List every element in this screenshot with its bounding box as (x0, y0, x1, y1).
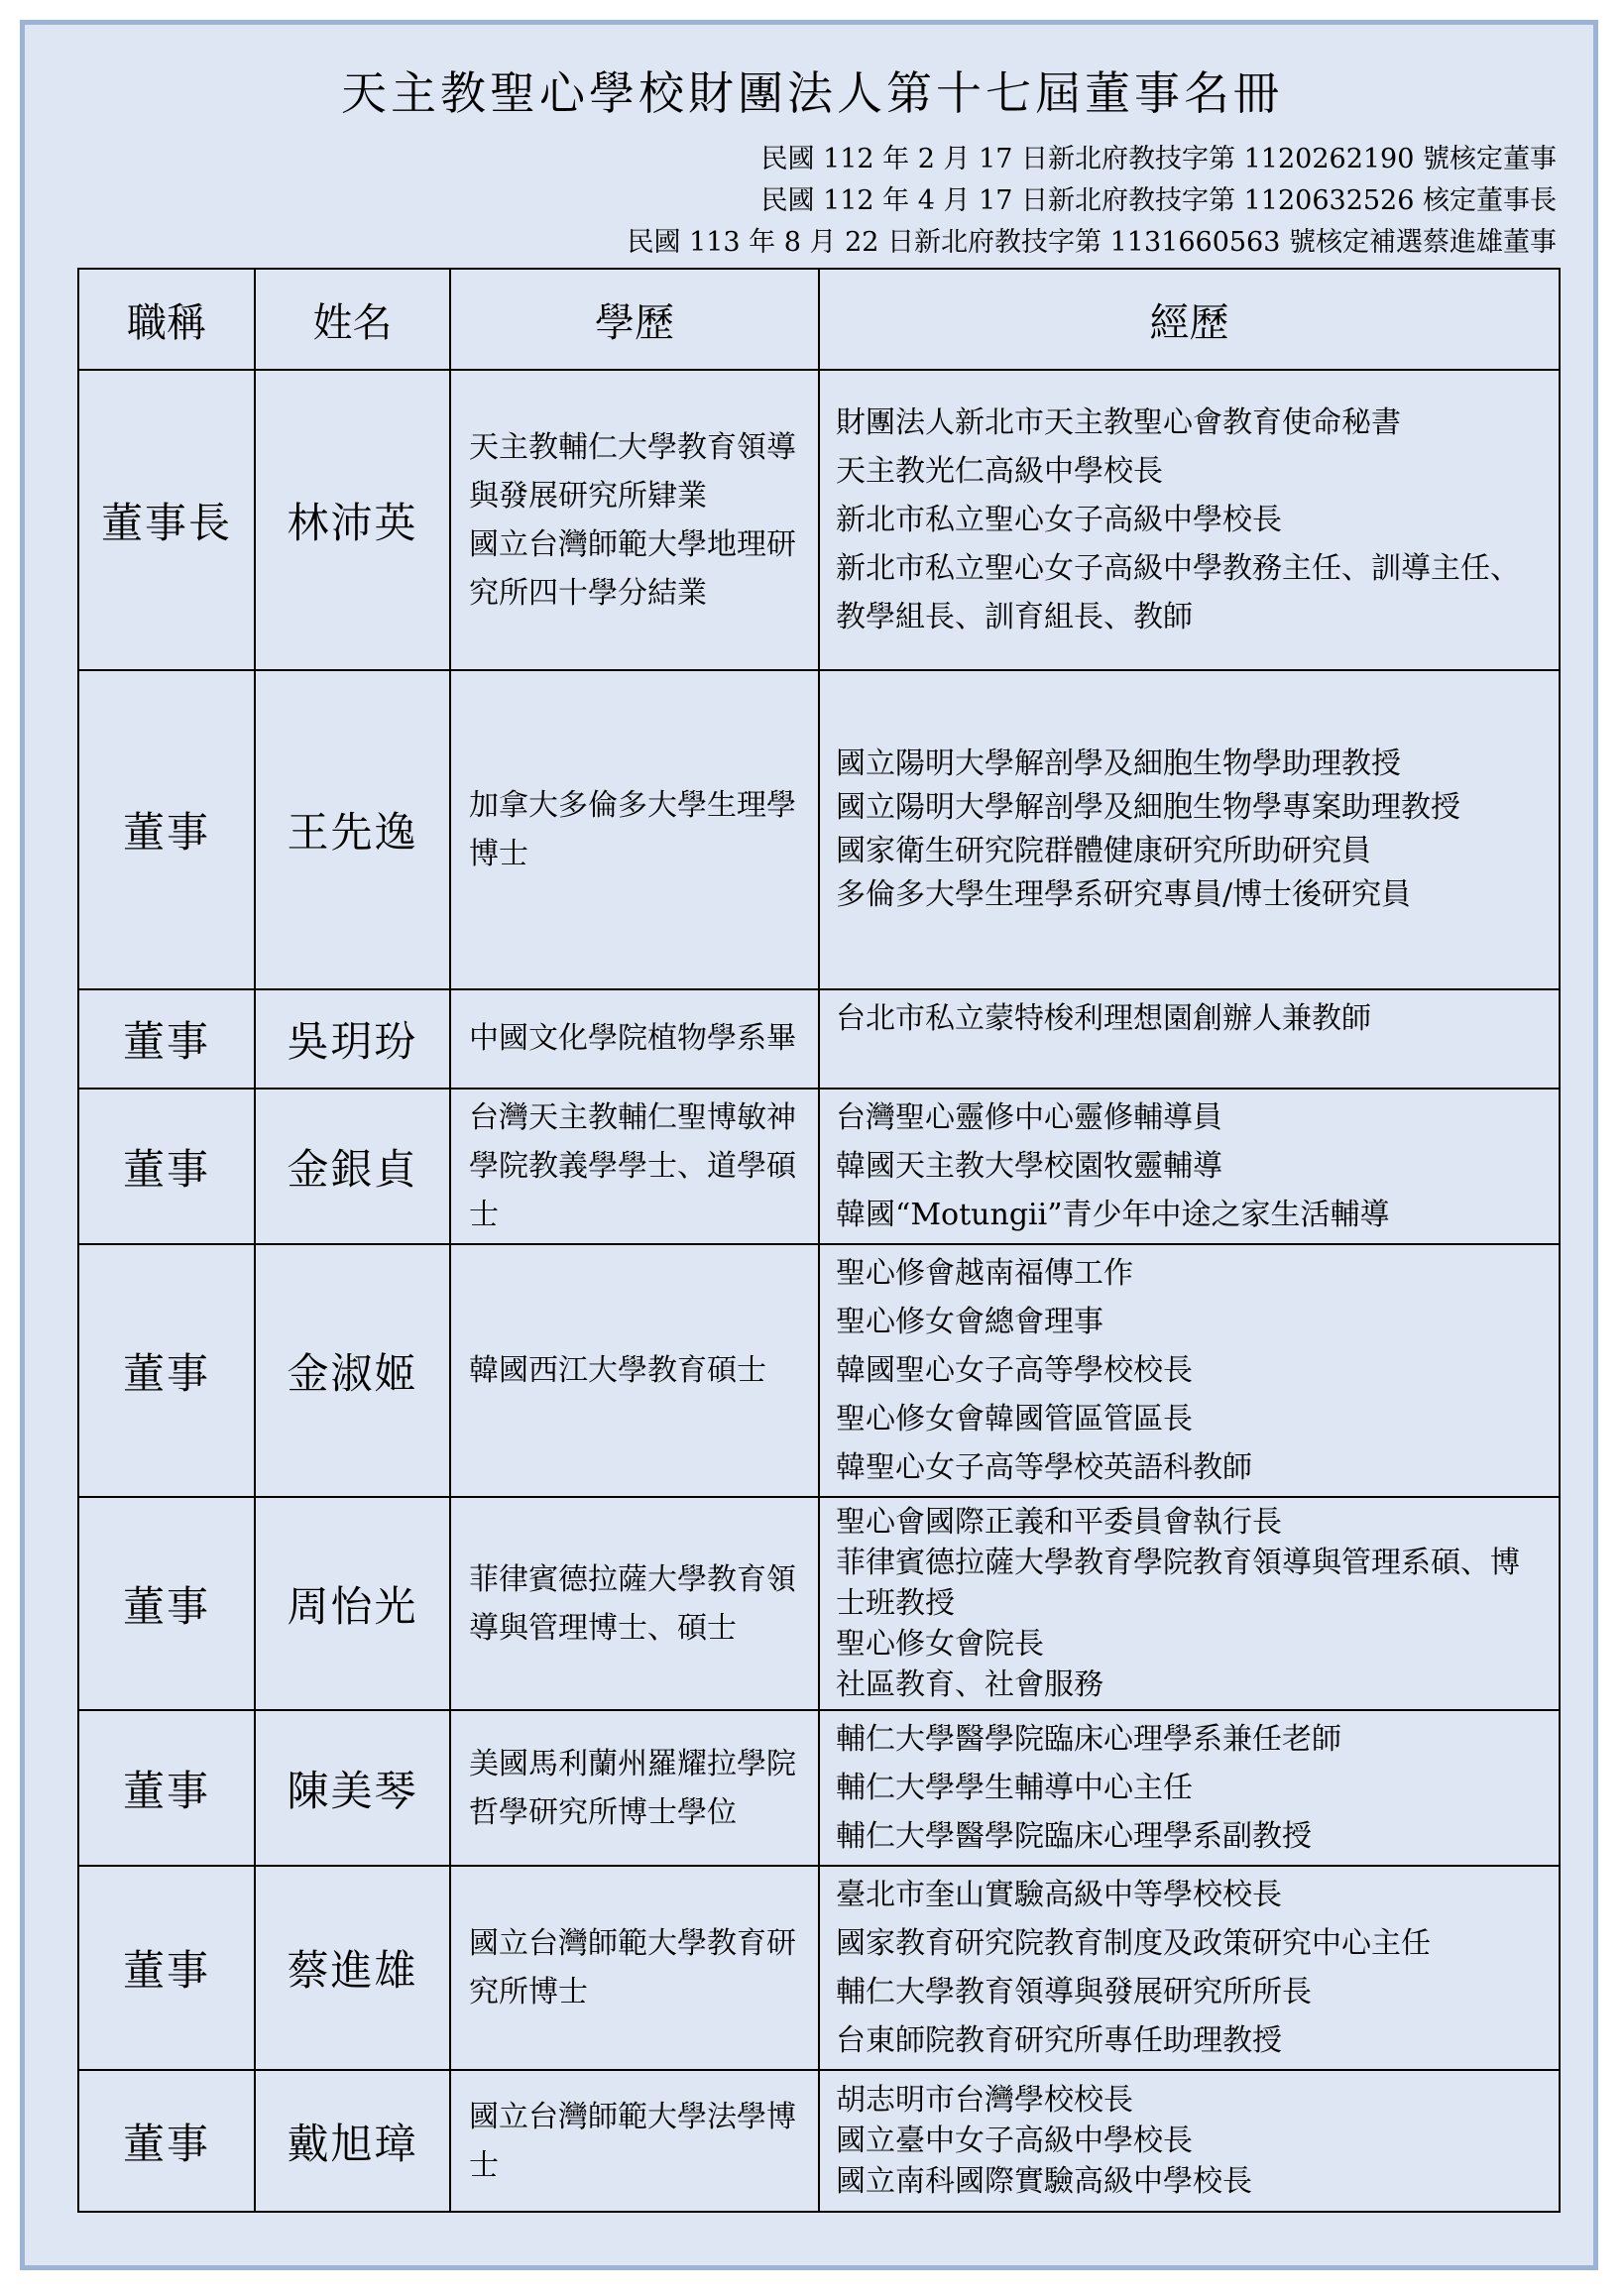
experience-entry: 菲律賓德拉薩大學教育學院教育領導與管理系碩、博士班教授 (836, 1546, 1520, 1621)
experience-cell (819, 989, 1560, 1089)
name-cell: 陳美琴 (255, 1710, 450, 1866)
name-cell: 戴旭璋 (255, 2070, 450, 2212)
position-cell: 董事 (78, 1497, 255, 1710)
experience-entry: 新北市私立聖心女子高級中學教務主任、訓導主任、教學組長、訓育組長、教師 (836, 551, 1520, 634)
education-entry: 韓國西江大學教育碩士 (469, 1353, 766, 1388)
approval-notice: 民國 112 年 4 月 17 日新北府教技字第 1120632526 核定董事長 (760, 185, 1557, 216)
experience-entry: 聖心會國際正義和平委員會執行長 (836, 1505, 1282, 1540)
experience-entry: 輔仁大學醫學院臨床心理學系兼任老師 (836, 1722, 1341, 1757)
name-cell: 蔡進雄 (255, 1866, 450, 2070)
experience-entry: 國立陽明大學解剖學及細胞生物學專案助理教授 (836, 790, 1460, 825)
header-name: 姓名 (255, 269, 450, 370)
experience-entry: 多倫多大學生理學系研究專員/博士後研究員 (836, 877, 1412, 912)
name-cell: 林沛英 (255, 370, 450, 670)
experience-entry: 胡志明市台灣學校校長 (836, 2083, 1133, 2118)
experience-entry: 韓國聖心女子高等學校校長 (836, 1353, 1193, 1388)
experience-entry: 韓聖心女子高等學校英語科教師 (836, 1450, 1252, 1485)
header-education: 學歷 (450, 269, 819, 370)
education-entry: 中國文化學院植物學系畢 (469, 1021, 796, 1056)
experience-entry: 天主教光仁高級中學校長 (836, 454, 1163, 489)
table-header-row (78, 269, 1560, 370)
education-cell (450, 989, 819, 1089)
education-cell (450, 2070, 819, 2212)
experience-entry: 台北市私立蒙特梭利理想園創辦人兼教師 (836, 1001, 1371, 1036)
position-cell: 董事長 (78, 370, 255, 670)
experience-entry: 聖心修女會院長 (836, 1627, 1044, 1662)
experience-cell (819, 2070, 1560, 2212)
table-row (78, 2070, 1560, 2212)
experience-entry: 韓國“Motungii”青少年中途之家生活輔導 (836, 1198, 1390, 1232)
position-cell: 董事 (78, 1244, 255, 1497)
experience-entry: 輔仁大學學生輔導中心主任 (836, 1771, 1193, 1805)
header-experience: 經歷 (819, 269, 1560, 370)
education-cell (450, 1244, 819, 1497)
education-entry: 美國馬利蘭州羅耀拉學院哲學研究所博士學位 (469, 1746, 796, 1830)
position-cell: 董事 (78, 2070, 255, 2212)
position-cell: 董事 (78, 1089, 255, 1244)
experience-cell (819, 1497, 1560, 1710)
experience-entry: 國立陽明大學解剖學及細胞生物學助理教授 (836, 746, 1401, 781)
table-row (78, 370, 1560, 670)
experience-entry: 國家衛生研究院群體健康研究所助研究員 (836, 834, 1371, 868)
education-entry: 國立台灣師範大學教育研究所博士 (469, 1926, 796, 2009)
experience-entry: 輔仁大學醫學院臨床心理學系副教授 (836, 1819, 1312, 1854)
name-cell: 王先逸 (255, 670, 450, 989)
document-title: 天主教聖心學校財團法人第十七屆董事名冊 (341, 66, 1283, 120)
table-row (78, 670, 1560, 989)
experience-cell (819, 1244, 1560, 1497)
approval-notice: 民國 112 年 2 月 17 日新北府教技字第 1120262190 號核定董事 (760, 144, 1557, 174)
position-cell: 董事 (78, 670, 255, 989)
table-row (78, 1244, 1560, 1497)
position-cell: 董事 (78, 1866, 255, 2070)
experience-entry: 台灣聖心靈修中心靈修輔導員 (836, 1100, 1222, 1135)
name-cell: 吳玥玢 (255, 989, 450, 1089)
approval-notice: 民國 113 年 8 月 22 日新北府教技字第 1131660563 號核定補選蔡進雄董事 (627, 227, 1557, 258)
table-row (78, 1497, 1560, 1710)
table-row (78, 1710, 1560, 1866)
experience-entry: 聖心修女會韓國管區管區長 (836, 1402, 1193, 1436)
experience-entry: 台東師院教育研究所專任助理教授 (836, 2023, 1282, 2058)
education-cell (450, 1710, 819, 1866)
education-cell (450, 1089, 819, 1244)
education-cell (450, 1866, 819, 2070)
education-entry: 菲律賓德拉薩大學教育領導與管理博士、碩士 (469, 1561, 796, 1646)
experience-entry: 國立南科國際實驗高級中學校長 (836, 2164, 1252, 2199)
position-cell: 董事 (78, 989, 255, 1089)
name-cell: 金銀貞 (255, 1089, 450, 1244)
header-position: 職稱 (78, 269, 255, 370)
experience-entry: 臺北市奎山實驗高級中等學校校長 (836, 1878, 1282, 1912)
education-entry: 台灣天主教輔仁聖博敏神學院教義學學士、道學碩士 (469, 1100, 796, 1232)
experience-entry: 新北市私立聖心女子高級中學校長 (836, 503, 1282, 537)
table-row (78, 1866, 1560, 2070)
board-roster-table (77, 268, 1561, 2213)
experience-cell (819, 1866, 1560, 2070)
experience-entry: 韓國天主教大學校園牧靈輔導 (836, 1149, 1222, 1184)
table-row (78, 1089, 1560, 1244)
experience-entry: 社區教育、社會服務 (836, 1667, 1103, 1702)
approval-notices (627, 139, 1557, 264)
education-cell (450, 370, 819, 670)
table-body (78, 370, 1560, 2212)
experience-entry: 國家教育研究院教育制度及政策研究中心主任 (836, 1926, 1431, 1961)
education-cell (450, 670, 819, 989)
education-entry: 國立台灣師範大學法學博士 (469, 2099, 796, 2183)
experience-cell (819, 1089, 1560, 1244)
education-entry: 國立台灣師範大學地理研究所四十學分結業 (469, 526, 796, 611)
experience-entry: 國立臺中女子高級中學校長 (836, 2124, 1193, 2158)
experience-entry: 財團法人新北市天主教聖心會教育使命秘書 (836, 405, 1401, 440)
experience-cell (819, 670, 1560, 989)
experience-entry: 輔仁大學教育領導與發展研究所所長 (836, 1975, 1312, 2009)
experience-cell (819, 370, 1560, 670)
experience-cell (819, 1710, 1560, 1866)
table-row (78, 989, 1560, 1089)
education-cell (450, 1497, 819, 1710)
position-cell: 董事 (78, 1710, 255, 1866)
experience-entry: 聖心修女會總會理事 (836, 1305, 1103, 1339)
experience-entry: 聖心修會越南福傳工作 (836, 1256, 1133, 1291)
name-cell: 周怡光 (255, 1497, 450, 1710)
name-cell: 金淑姬 (255, 1244, 450, 1497)
education-entry: 天主教輔仁大學教育領導與發展研究所肄業 (469, 429, 796, 514)
education-entry: 加拿大多倫多大學生理學博士 (469, 788, 796, 871)
